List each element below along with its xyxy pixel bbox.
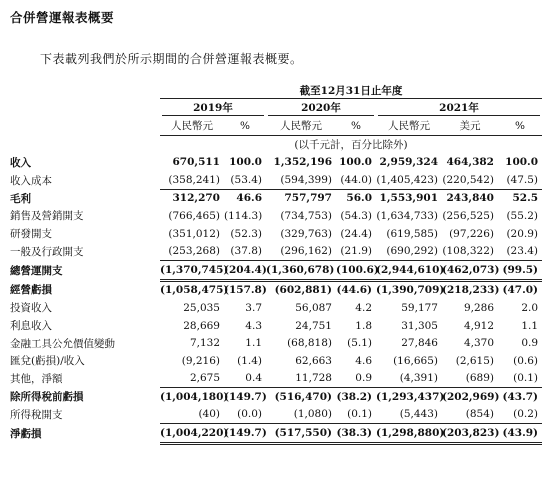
row-value: (5.1) [347,337,372,350]
table-row [10,225,542,243]
currency-rmb-2020: 人民幣元 [266,117,336,135]
row-value: (1.4) [237,354,262,367]
row-value: (1,405,423) [376,173,438,186]
row-value: (204.4) [224,260,266,280]
table-row [10,280,542,299]
row-value: (0.6) [513,354,539,367]
row-value: (37.8) [230,245,262,258]
row-value: 4,912 [463,319,494,332]
row-value: (594,399) [280,173,332,186]
pct-2020: % [336,117,376,135]
row-value: (1,360,678) [266,260,336,280]
row-value: (517,550) [266,424,336,444]
row-value: 52.5 [498,189,542,207]
row-value: (203,823) [442,424,498,444]
row-value: (766,465) [168,209,220,222]
table-row [10,171,542,189]
row-value: (38.2) [336,388,376,406]
row-value: 0.4 [245,372,262,385]
row-label: 銷售及營銷開支 [10,210,84,223]
row-label: 經營虧損 [10,284,52,297]
row-value: 28,669 [183,319,220,332]
row-value: (690,292) [386,245,438,258]
row-value: (20.9) [506,227,539,240]
table-row [10,334,542,352]
row-value: 46.6 [224,189,266,207]
row-value: (47.5) [506,173,539,186]
row-value: (220,542) [442,173,494,186]
year-2020-header: 2020年 [266,100,376,118]
pct-2021: % [498,117,542,135]
table-row [10,352,542,370]
row-value: (358,241) [168,173,220,186]
year-2019-header: 2019年 [160,100,266,118]
row-value: (253,268) [168,245,220,258]
row-value: 757,797 [266,189,336,207]
row-value: (734,753) [280,209,332,222]
row-label: 總營運開支 [10,264,63,277]
row-value: (54.3) [340,209,372,222]
row-value: (202,969) [442,388,498,406]
row-value: (149.7) [224,424,266,444]
row-value: (55.2) [506,209,539,222]
row-value: (1,370,745) [160,260,224,280]
row-value: (23.4) [506,245,539,258]
table-row [10,424,542,444]
table-row [10,242,542,260]
section-heading: 合併營運報表概要 [10,10,115,25]
row-value: (462,073) [442,260,498,280]
row-value: 4,370 [463,337,494,350]
row-value: (296,162) [280,245,332,258]
row-value: 56.0 [336,189,376,207]
row-value: (689) [465,372,494,385]
row-value: (16,665) [393,354,438,367]
row-value: (516,470) [266,388,336,406]
row-value: 1,553,901 [376,189,442,207]
row-value: 4.3 [245,319,262,332]
row-value: (4,391) [399,372,438,385]
row-value: (1,634,733) [376,209,438,222]
row-value: 1,352,196 [273,156,332,169]
row-value: (256,525) [442,209,494,222]
row-value: (2,615) [455,354,494,367]
row-label: 除所得稅前虧損 [10,391,84,404]
row-value: 100.0 [229,156,262,169]
row-value: 243,840 [442,189,498,207]
row-value: 2,959,324 [379,156,438,169]
row-value: (1,004,180) [160,388,224,406]
row-value: 56,087 [295,301,332,314]
row-value: (53.4) [230,173,262,186]
row-value: 7,132 [189,337,220,350]
row-value: 0.9 [521,337,539,350]
row-value: (1,293,437) [376,388,442,406]
row-value: (1,058,475) [160,284,229,297]
table-row [10,406,542,424]
row-label: 收入 [10,156,31,169]
row-value: 31,305 [401,319,438,332]
row-value: (52.3) [230,227,262,240]
row-value: (1,390,709) [376,284,445,297]
row-value: 24,751 [295,319,332,332]
row-value: (114.3) [224,209,263,222]
row-value: (38.3) [336,424,376,444]
table-row [10,370,542,388]
row-value: (100.6) [336,260,376,280]
row-value: (1,004,220) [160,424,224,444]
currency-rmb-2019: 人民幣元 [160,117,224,135]
table-row [10,388,542,406]
row-value: (44.6) [336,284,372,297]
row-value: 464,382 [446,156,494,169]
row-value: 2,675 [189,372,220,385]
row-label: 匯兌(虧損)/收入 [10,355,85,368]
row-value: 59,177 [401,301,438,314]
row-label: 其他，淨額 [10,373,63,386]
row-value: (1,298,880) [376,424,442,444]
operations-summary-table [10,82,542,445]
pct-2019: % [224,117,266,135]
row-value: (619,585) [386,227,438,240]
row-value: (5,443) [399,408,438,421]
currency-rmb-2021: 人民幣元 [376,117,442,135]
row-value: (40) [198,408,220,421]
row-label: 淨虧損 [10,428,42,441]
row-label: 金融工具公允價值變動 [10,337,115,350]
table-row [10,299,542,317]
row-value: (99.5) [498,260,542,280]
row-value: (149.7) [224,388,266,406]
row-label: 一般及行政開支 [10,245,84,258]
row-label: 所得稅開支 [10,409,63,422]
row-value: (108,322) [442,245,494,258]
row-value: 11,728 [295,372,332,385]
row-value: (0.1) [513,372,539,385]
row-value: 312,270 [160,189,224,207]
row-value: (21.9) [340,245,372,258]
row-label: 利息收入 [10,320,52,333]
unit-note: (以千元計，百分比除外) [294,139,408,152]
row-value: 2.0 [521,301,539,314]
row-value: (0.2) [513,408,539,421]
row-value: (24.4) [340,227,372,240]
row-value: (44.0) [340,173,372,186]
row-value: 1.1 [521,319,539,332]
row-value: (9,216) [181,354,220,367]
row-value: 27,846 [401,337,438,350]
row-value: 4.2 [355,301,372,314]
row-value: (47.0) [502,284,539,297]
period-header: 截至12月31日止年度 [160,82,542,100]
row-value: (351,012) [168,227,220,240]
row-value: 9,286 [463,301,494,314]
table-row [10,189,542,207]
intro-paragraph: 下表載列我們於所示期間的合併營運報表概要。 [40,52,303,66]
row-value: (157.8) [224,284,267,297]
row-value: 0.9 [355,372,372,385]
row-value: (0.1) [347,408,372,421]
row-value: 670,511 [172,156,220,169]
row-value: 4.6 [355,354,372,367]
row-label: 收入成本 [10,174,52,187]
row-value: (43.7) [498,388,542,406]
row-value: (1,080) [293,408,332,421]
row-value: 1.8 [355,319,372,332]
currency-usd-2021: 美元 [442,117,498,135]
row-value: 3.7 [245,301,262,314]
row-value: 100.0 [339,156,372,169]
row-value: (602,881) [274,284,332,297]
row-value: 100.0 [505,156,539,169]
row-value: (97,226) [449,227,494,240]
row-value: 62,663 [295,354,332,367]
row-label: 毛利 [10,192,31,205]
row-label: 研發開支 [10,228,52,241]
row-value: (68,818) [287,337,332,350]
row-value: (854) [465,408,494,421]
row-value: (329,763) [280,227,332,240]
row-value: 25,035 [183,301,220,314]
table-row [10,207,542,225]
row-value: (218,233) [442,284,500,297]
row-value: (0.0) [237,408,262,421]
row-value: (43.9) [498,424,542,444]
table-row [10,153,542,171]
year-2021-header: 2021年 [376,100,542,118]
table-row [10,260,542,280]
row-value: (2,944,610) [376,260,442,280]
row-label: 投資收入 [10,302,52,315]
row-value: 1.1 [245,337,262,350]
table-row [10,317,542,335]
